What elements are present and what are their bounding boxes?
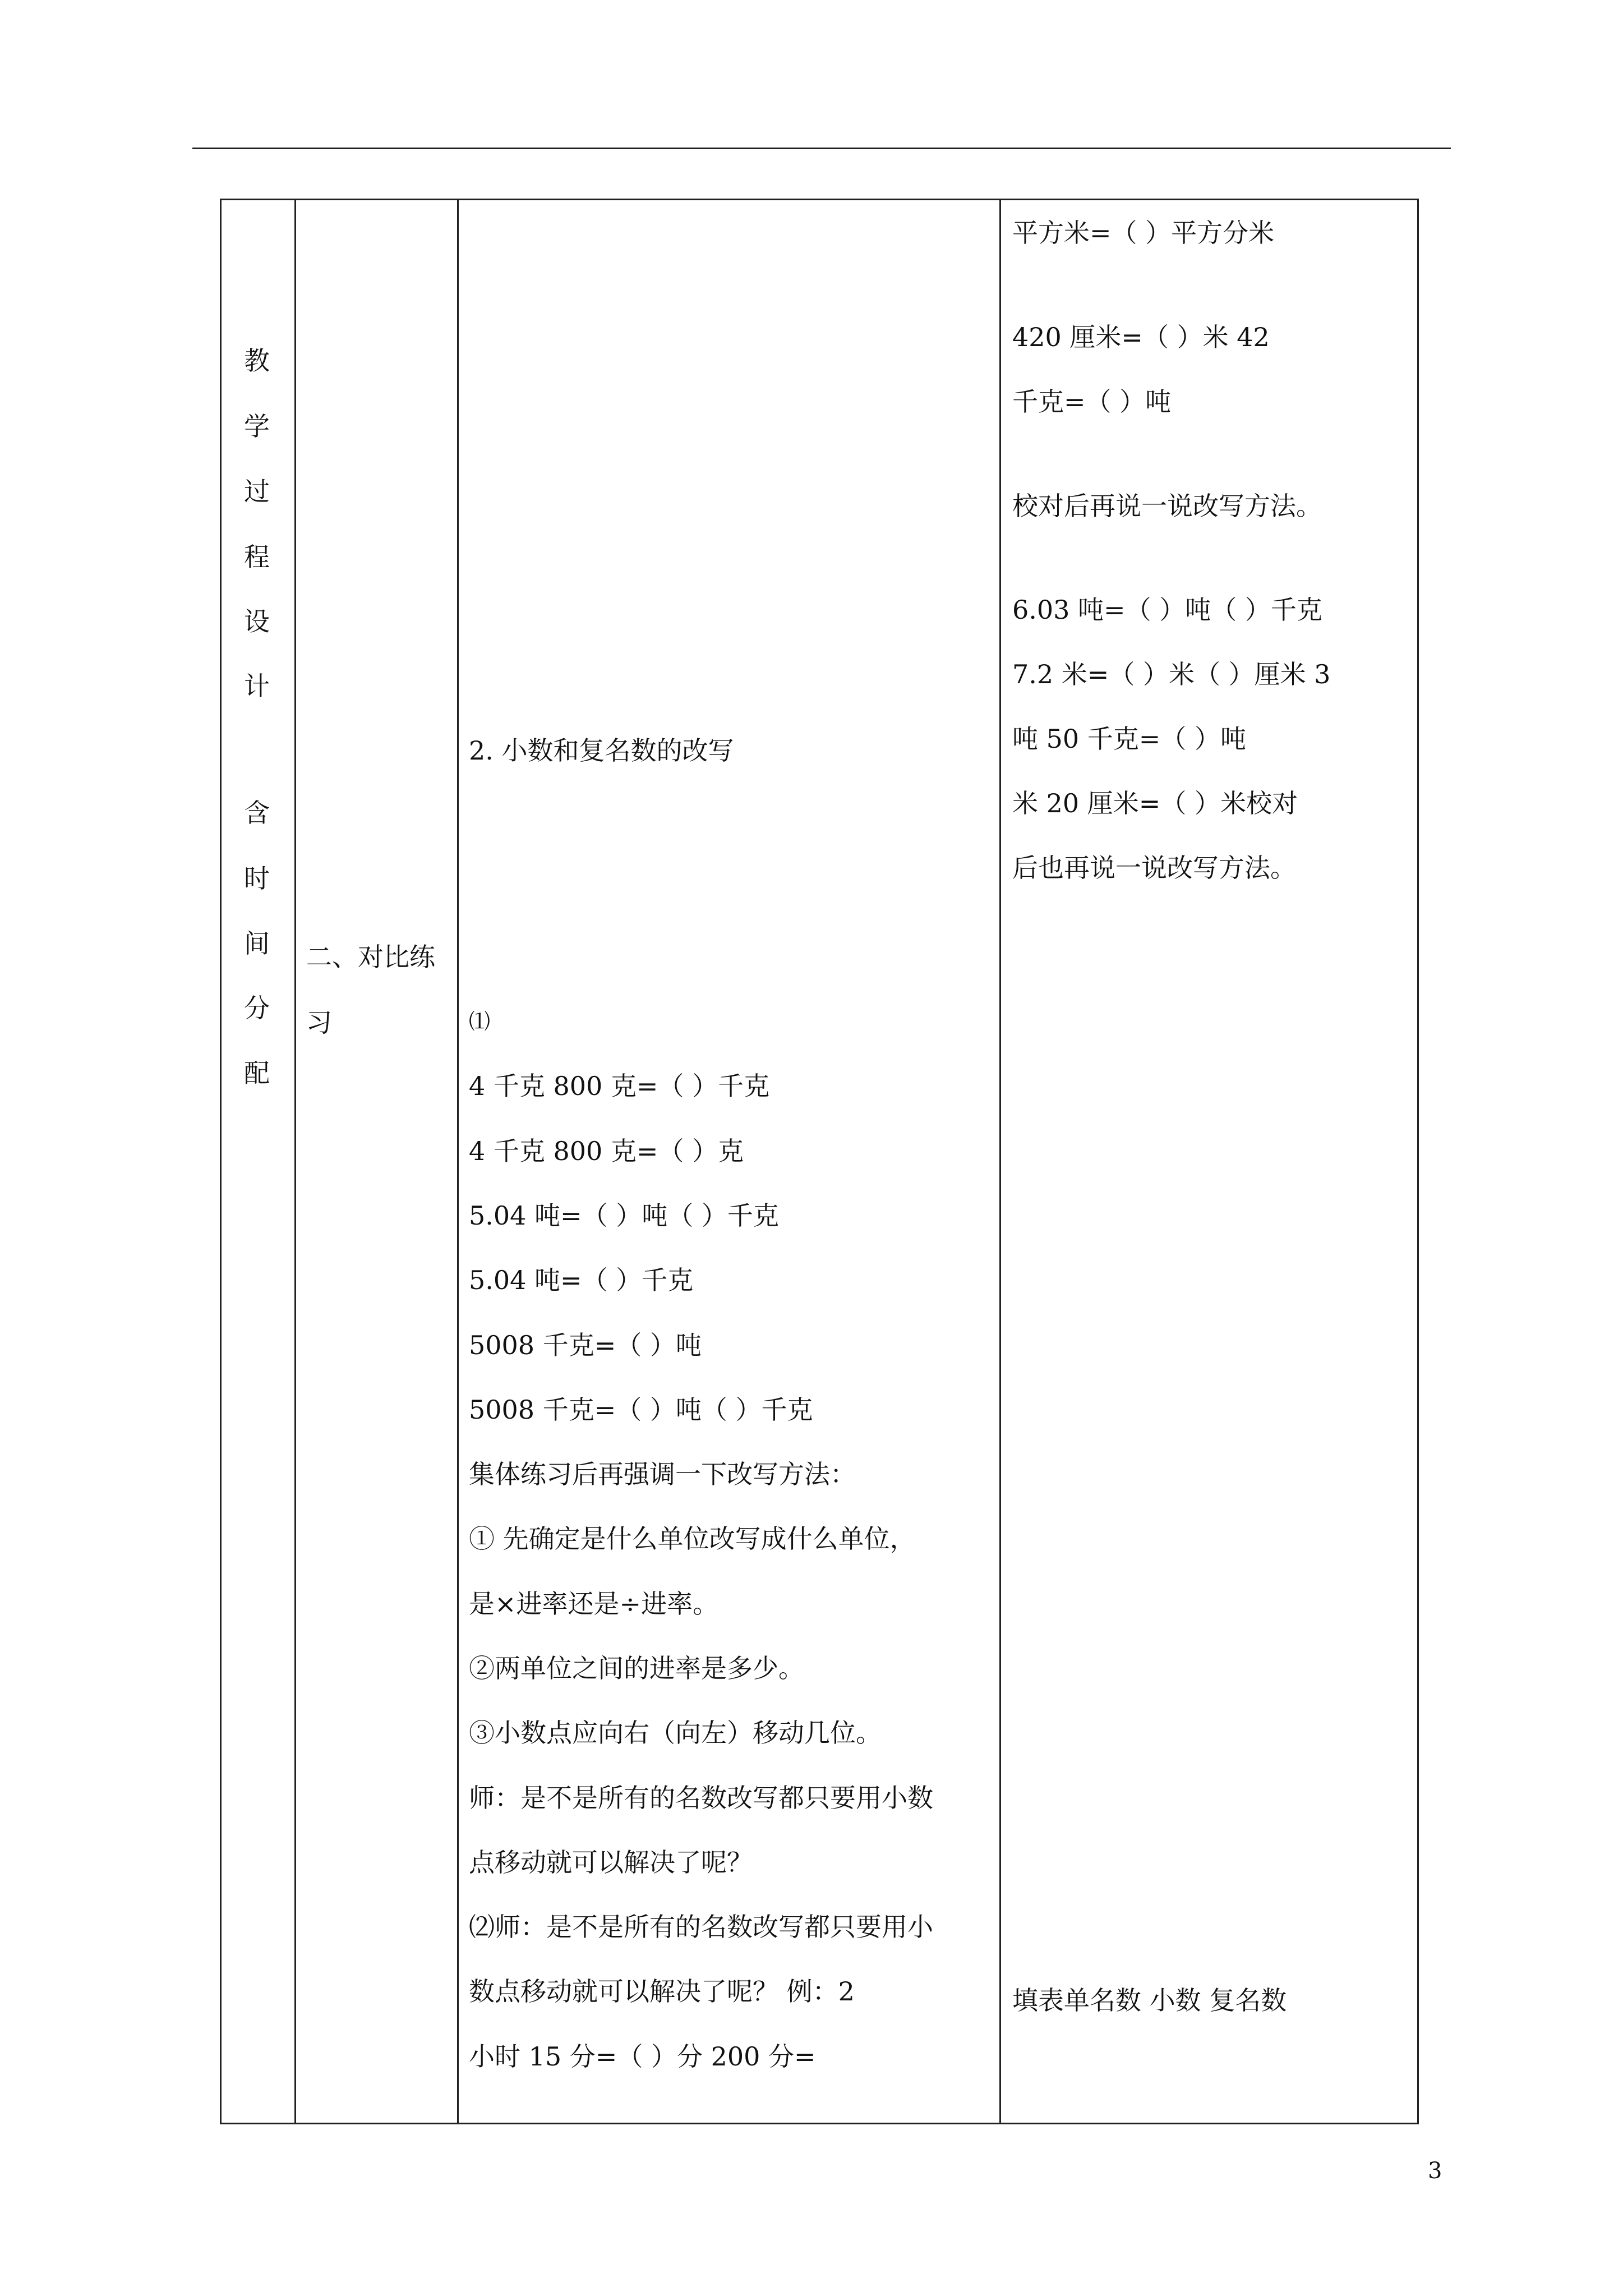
lesson-table <box>220 199 1419 2124</box>
content-line: 4 千克 800 克=（ ）千克 <box>469 1071 770 1101</box>
heading-char: 分 <box>244 993 270 1023</box>
practice-line: 后也再说一说改写方法。 <box>1012 853 1296 883</box>
content-line: ③小数点应向右（向左）移动几位。 <box>469 1718 882 1748</box>
heading-char: 过 <box>244 476 270 507</box>
content-line: 5.04 吨=（ ）千克 <box>469 1265 694 1295</box>
content-line: 点移动就可以解决了呢？ <box>469 1847 753 1878</box>
heading-char: 时 <box>244 863 270 894</box>
section-label <box>296 200 457 2123</box>
heading-char: 配 <box>244 1058 270 1088</box>
content-line: 集体练习后再强调一下改写方法： <box>469 1459 856 1489</box>
teaching-content <box>459 200 999 2123</box>
content-line: ②两单位之间的进率是多少。 <box>469 1653 804 1683</box>
content-line: 5.04 吨=（ ）吨（ ）千克 <box>469 1200 779 1231</box>
content-line: ⑴ <box>469 1009 491 1034</box>
content-line: 5008 千克=（ ）吨（ ）千克 <box>469 1395 813 1425</box>
practice-line: 千克=（ ）吨 <box>1012 386 1172 417</box>
heading-char: 程 <box>244 542 270 572</box>
heading-char: 含 <box>244 798 270 828</box>
practice-line: 吨 50 千克=（ ）吨 <box>1012 724 1246 754</box>
practice-line: 420 厘米=（ ）米 42 <box>1012 322 1270 352</box>
heading-char: 间 <box>244 928 270 959</box>
section-label-line: 习 <box>306 1007 332 1038</box>
process-design-heading <box>222 200 294 2123</box>
practice-line: 6.03 吨=（ ）吨（ ）千克 <box>1012 595 1322 625</box>
practice-content <box>1001 200 1417 2123</box>
content-line: 5008 千克=（ ）吨 <box>469 1330 702 1360</box>
practice-line: 平方米=（ ）平方分米 <box>1012 218 1275 248</box>
section-label-line: 二、对比练 <box>306 942 435 972</box>
content-line: 是×进率还是÷进率。 <box>469 1589 719 1619</box>
content-line: ① 先确定是什么单位改写成什么单位， <box>469 1524 916 1554</box>
page-number: 3 <box>1428 2158 1442 2184</box>
content-line: 4 千克 800 克=（ ）克 <box>469 1136 744 1166</box>
content-line: 数点移动就可以解决了呢？ 例：2 <box>469 1976 855 2007</box>
heading-char: 计 <box>244 671 270 701</box>
practice-line: 7.2 米=（ ）米（ ）厘米 3 <box>1012 659 1331 689</box>
header-rule <box>192 148 1451 149</box>
practice-line: 填表单名数 小数 复名数 <box>1012 1985 1287 2016</box>
heading-char: 设 <box>244 606 270 637</box>
practice-line: 校对后再说一说改写方法。 <box>1012 491 1322 521</box>
content-line: 师：是不是所有的名数改写都只要用小数 <box>469 1783 933 1813</box>
heading-char: 教 <box>244 346 270 376</box>
content-line: 小时 15 分=（ ）分 200 分= <box>469 2041 816 2072</box>
heading-char: 学 <box>244 411 270 441</box>
content-heading: 2. 小数和复名数的改写 <box>469 735 734 766</box>
content-line: ⑵师：是不是所有的名数改写都只要用小 <box>469 1912 933 1942</box>
practice-line: 米 20 厘米=（ ）米校对 <box>1012 788 1298 818</box>
